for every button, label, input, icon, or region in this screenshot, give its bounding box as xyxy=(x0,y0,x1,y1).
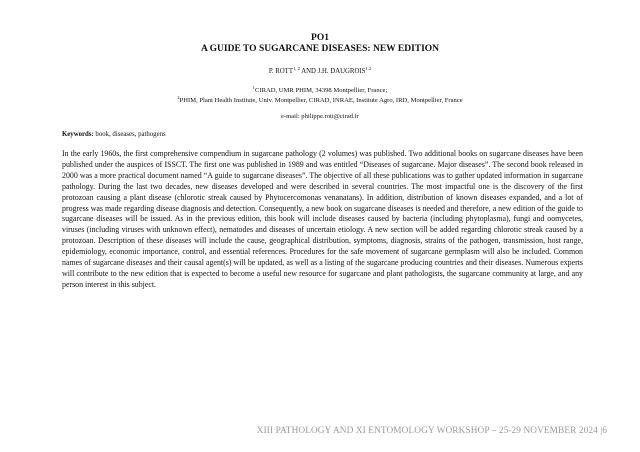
author-name: P. ROTT xyxy=(268,68,293,75)
affiliation-text: PHIM, Plant Health Institute, Univ. Montpellier, CIRAD, INRAE, Institute Agro, IRD, Montpellier, France xyxy=(179,97,463,104)
page-number: 6 xyxy=(602,426,607,436)
paper-title: A GUIDE TO SUGARCANE DISEASES: NEW EDITION xyxy=(200,44,440,54)
affiliation-mark: 2 xyxy=(177,95,180,100)
paper-code: PO1 xyxy=(311,33,329,43)
author-conjunction: AND xyxy=(301,68,316,75)
affiliation-mark: 1 xyxy=(252,85,255,90)
affiliation xyxy=(0,93,640,105)
author-affiliation-mark: 1,2 xyxy=(365,66,372,71)
footer-separator: | xyxy=(600,426,603,436)
keywords xyxy=(62,130,582,139)
author-affiliation-mark: 1, 2 xyxy=(292,66,300,71)
author-name: J.H. DAUGROIS xyxy=(317,68,366,75)
page-footer xyxy=(257,426,607,437)
abstract-body: In the early 1960s, the first comprehensive compendium in sugarcane pathology (2 volumes) was published. Two additional books on sugarcane diseases have been published under the auspices of ISSCT. The first one was published in 1989 and was entitled “Diseases of sugarcane. Major diseases”. The second book released in 2000 was a more practical document named “A guide to sugarcane diseases”. The objective of all these publications was to gather updated information in sugarcane pathology. During the last two decades, new diseases developed and were described in several countries. The most impactful one is the discovery of the first protozoan causing a plant disease (chlorotic streak caused by Phytocercomonas venanatans). In addition, distribution of known diseases expanded, and a lot of progress was made regarding disease diagnosis and detection. Consequently, a new book on sugarcane diseases is needed and therefore, a new edition of the guide to sugarcane diseases will be issued. As in the previous edition, this book will include diseases caused by bacteria (including phytoplasma), fungi and oomycetes, viruses (including viruses with unknown effect), nematodes and diseases of uncertain etiology. A new section will be added regarding chlorotic streak caused by a protozoan. Description of these diseases will include the cause, geographical distribution, symptoms, diagnosis, strains of the pathogen, transmission, host range, epidemiology, economic importance, control, and essential references. Procedures for the safe movement of sugarcane germplasm will also be included. Common names of sugarcane diseases and their causal agent(s) will be updated, as well as a listing of the sugarcane producing countries and their diseases. Numerous experts will contribute to the new edition that is expected to become a useful new resource for sugarcane and plant pathologists, the sugarcane community at large, and any person interest in this subject. xyxy=(62,149,583,289)
footer-event-title: XIII PATHOLOGY AND XI ENTOMOLOGY WORKSHOP – 25-29 NOVEMBER 2024 xyxy=(256,426,598,436)
keywords-text: book, diseases, pathogens xyxy=(95,131,166,138)
contact-email: e-mail: philippe.rott@cirad.fr xyxy=(280,113,360,120)
author-line xyxy=(0,64,640,76)
keywords-label: Keywords: xyxy=(62,131,94,138)
affiliation-text: CIRAD, UMR PHIM, 34398 Montpellier, France; xyxy=(254,87,388,94)
